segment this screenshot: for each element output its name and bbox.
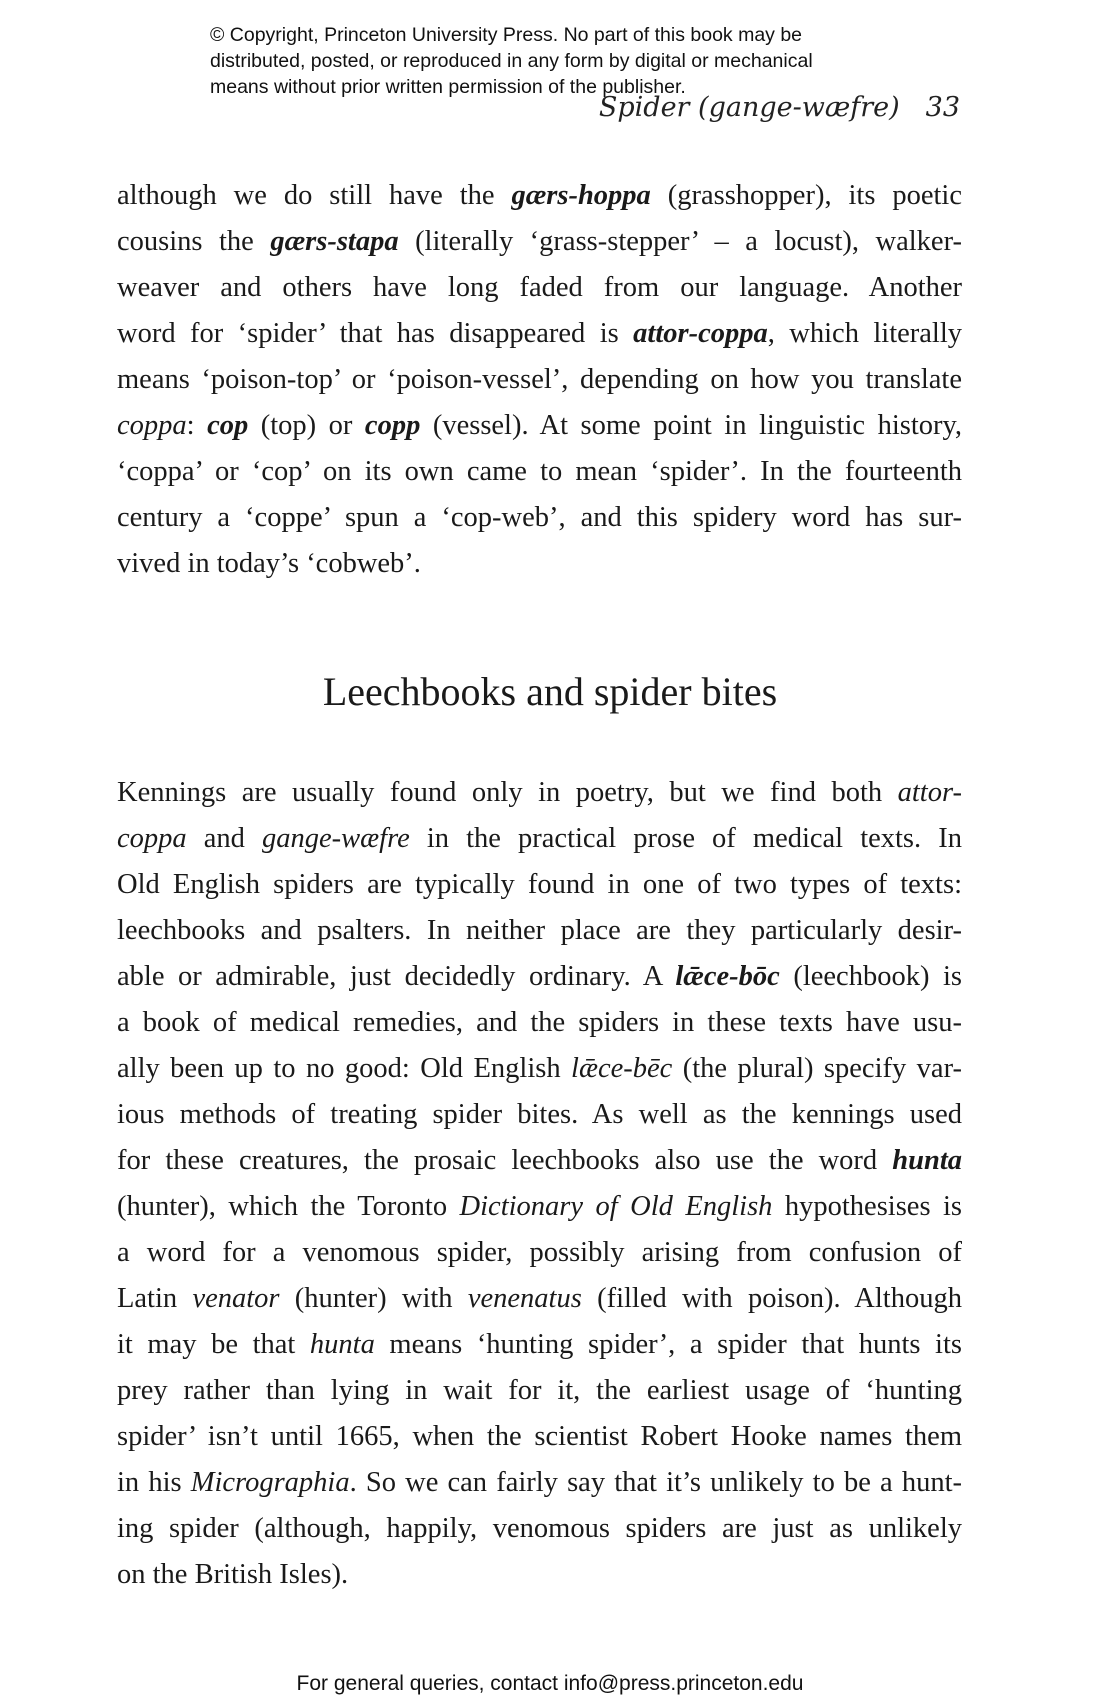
term: gærs-hoppa [511,180,651,211]
text-line: ally been up to no good: Old English lǣce-bēc (the plural) specify var- [117,1053,962,1084]
text-line: a word for a venomous spider, possibly arising from confusion of [117,1237,962,1268]
term: lǣce-bōc [675,961,780,992]
term: copp [364,410,421,441]
text-line: means ‘poison-top’ or ‘poison-vessel’, depending on how you translate [117,364,962,395]
text-line: century a ‘coppe’ spun a ‘cop-web’, and this spidery word has sur- [117,502,962,533]
text-line: ious methods of treating spider bites. As well as the kennings used [117,1099,962,1130]
text-line: although we do still have the gærs-hoppa (grasshopper), its poetic [117,180,962,211]
term: cop [207,410,249,441]
text-line: for these creatures, the prosaic leechbooks also use the word hunta [117,1145,962,1176]
text-line: on the British Isles). [117,1559,349,1590]
text-line: weaver and others have long faded from our language. Another [117,272,962,303]
footer-contact: For general queries, contact info@press.princeton.edu [296,1672,804,1695]
term: gærs-stapa [270,226,399,257]
copyright-notice [210,22,930,100]
running-head [599,92,960,123]
term: attor-coppa [633,318,768,349]
copyright-line: means without prior written permission of the publisher. [210,76,686,98]
text-line: spider’ isn’t until 1665, when the scientist Robert Hooke names them [117,1421,962,1452]
text-line: Latin venator (hunter) with venenatus (filled with poison). Although [117,1283,962,1314]
text-line: coppa: cop (top) or copp (vessel). At some point in linguistic history, [117,410,962,441]
text-line: (hunter), which the Toronto Dictionary of Old English hypothesises is [117,1191,962,1222]
text-line: prey rather than lying in wait for it, the earliest usage of ‘hunting [117,1375,962,1406]
text-line: cousins the gærs-stapa (literally ‘grass-stepper’ – a locust), walker- [117,226,962,257]
text-line: word for ‘spider’ that has disappeared is attor-coppa, which literally [117,318,962,349]
text-line: vived in today’s ‘cobweb’. [117,548,421,579]
paragraph-2 [117,770,962,1598]
page-number: 33 [925,92,960,123]
text-line: leechbooks and psalters. In neither place are they particularly desir- [117,915,962,946]
text-line: coppa and gange-wæfre in the practical prose of medical texts. In [117,823,962,854]
text-line: it may be that hunta means ‘hunting spider’, a spider that hunts its [117,1329,962,1360]
copyright-line: © Copyright, Princeton University Press. No part of this book may be [210,24,803,46]
text-line: ‘coppa’ or ‘cop’ on its own came to mean ‘spider’. In the fourteenth [117,456,962,487]
term: hunta [892,1145,962,1176]
text-line: in his Micrographia. So we can fairly say that it’s unlikely to be a hunt- [117,1467,962,1498]
text-line: Old English spiders are typically found in one of two types of texts: [117,869,962,900]
copyright-line: distributed, posted, or reproduced in any form by digital or mechanical [210,50,813,72]
running-head-title: Spider (gange-wæfre) [598,92,900,123]
text-line: able or admirable, just decidedly ordinary. A lǣce-bōc (leechbook) is [117,961,962,992]
paragraph-1 [117,173,962,587]
text-line: ing spider (although, happily, venomous spiders are just as unlikely [117,1513,962,1544]
section-heading: Leechbooks and spider bites [322,669,778,714]
text-line: Kennings are usually found only in poetry, but we find both attor- [117,777,962,808]
text-line: a book of medical remedies, and the spiders in these texts have usu- [117,1007,962,1038]
